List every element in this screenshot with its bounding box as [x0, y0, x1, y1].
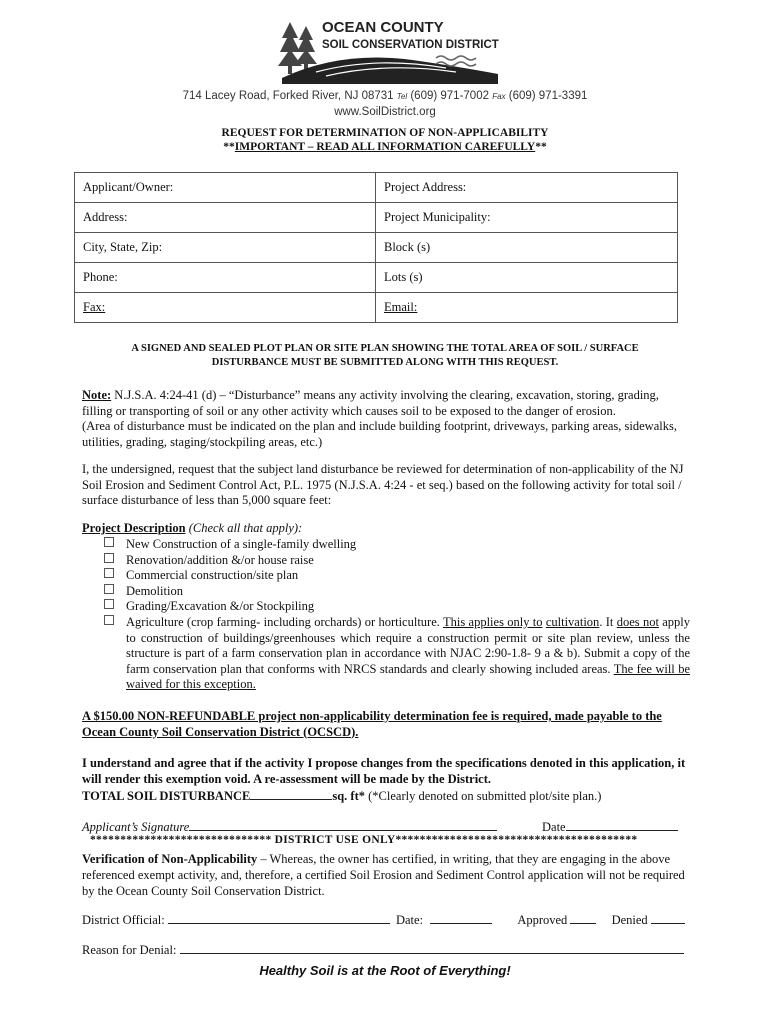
checkbox[interactable] — [104, 537, 114, 547]
official-input[interactable] — [168, 911, 390, 924]
table-row — [75, 233, 678, 263]
total-unit: sq. ft* — [332, 789, 366, 803]
approved-input[interactable] — [570, 911, 596, 924]
table-row — [75, 173, 678, 203]
plot-plan-notice: A SIGNED AND SEALED PLOT PLAN OR SITE PLAN SHOWING THE TOTAL AREA OF SOIL / SURFACE DISTURBANCE MUST BE SUBMITTED ALONG WITH THIS REQUEST. — [131, 343, 639, 368]
date-label: Date — [542, 820, 566, 834]
checkbox[interactable] — [104, 553, 114, 563]
list-item: Demolition — [104, 584, 690, 600]
tel-label: Tel — [396, 92, 408, 101]
project-description-heading — [82, 521, 688, 537]
project-description-label: Project Description — [82, 521, 186, 535]
checkbox[interactable] — [104, 568, 114, 578]
logo-title-line1: OCEAN COUNTY — [322, 19, 444, 36]
note-text: N.J.S.A. 4:24-41 (d) – “Disturbance” means any activity involving the clearing, excavation, storing, grading, filling or transporting of soil or any other activity which causes soil to be exposed to the danger of erosion. — [82, 388, 659, 418]
signature-label: Applicant’s Signature — [82, 820, 190, 834]
lots-field[interactable]: Lots (s) — [376, 263, 678, 293]
verification-text: – Whereas, the owner has certified, in writing, that they are engaging in the above referenced exempt activity, and, therefore, a certified Soil Erosion and Sediment Control application will not be required by the Ocean County Soil Conservation District. — [82, 852, 685, 898]
denial-reason-input[interactable] — [180, 941, 684, 954]
form-title: REQUEST FOR DETERMINATION OF NON-APPLICABILITY — [221, 127, 549, 139]
signature-row — [82, 818, 688, 835]
project-description-hint: (Check all that apply): — [185, 521, 303, 535]
disturbance-note — [82, 388, 688, 450]
signature-input[interactable] — [189, 818, 497, 831]
list-item: Grading/Excavation &/or Stockpiling — [104, 599, 690, 615]
block-field[interactable]: Block (s) — [376, 233, 678, 263]
checkbox[interactable] — [104, 584, 114, 594]
district-use-banner: ****************************** DISTRICT USE ONLY**************************************** — [90, 834, 638, 846]
note-label: Note: — [82, 388, 112, 402]
fax-number: (609) 971-3391 — [508, 90, 588, 102]
list-item: New Construction of a single-family dwelling — [104, 537, 690, 553]
checkbox[interactable] — [104, 615, 114, 625]
website: www.SoilDistrict.org — [334, 106, 436, 118]
official-date-label: Date: — [395, 913, 424, 927]
total-label: TOTAL SOIL DISTURBANCE — [82, 789, 251, 803]
verification-label: Verification of Non-Applicability — [82, 852, 258, 866]
list-item: Commercial construction/site plan — [104, 568, 690, 584]
table-row — [75, 293, 678, 323]
district-official-row — [82, 911, 688, 928]
denied-label: Denied — [611, 913, 648, 927]
tel-number: (609) 971-7002 — [410, 90, 489, 102]
street-address: 714 Lacey Road, Forked River, NJ 08731 — [182, 90, 394, 102]
total-note: (*Clearly denoted on submitted plot/site plan.) — [365, 789, 602, 803]
fax-label: Fax — [492, 92, 506, 101]
fax-field[interactable]: Fax: — [75, 293, 376, 323]
approved-label: Approved — [517, 913, 568, 927]
verification-statement — [82, 851, 688, 899]
phone-field[interactable]: Phone: — [75, 263, 376, 293]
form-subtitle: **IMPORTANT – READ ALL INFORMATION CAREFULLY** — [223, 141, 547, 153]
activity-checklist — [104, 537, 690, 693]
list-item-agriculture: Agriculture (crop farming- including orchards) or horticulture. This applies only to cultivation. It does not apply to construction of buildings/greenhouses which require a construction permit or site plan review, unless the structure is part of a farm conservation plan in accordance with NJAC 2:90-1.8- 9 a & b). Submit a copy of the farm conservation plan that conforms with NRCS standards and clearly showing included areas. The fee will be waived for this exception. — [104, 615, 690, 693]
official-label: District Official: — [82, 913, 165, 927]
address-field[interactable]: Address: — [75, 203, 376, 233]
agreement-statement: I understand and agree that if the activity I propose changes from the specifications denoted in this application, it will render this exemption void. A re-assessment will be made by the District. — [82, 756, 686, 786]
total-soil-disturbance — [82, 787, 601, 804]
applicant-owner-field[interactable]: Applicant/Owner: — [75, 173, 376, 203]
district-logo — [276, 12, 500, 84]
applicant-info-table — [74, 172, 678, 323]
fee-notice: A $150.00 NON-REFUNDABLE project non-applicability determination fee is required, made payable to the Ocean County Soil Conservation District (OCSCD). — [82, 709, 662, 739]
list-item: Renovation/addition &/or house raise — [104, 553, 690, 569]
signature-date-input[interactable] — [566, 818, 678, 831]
request-statement: I, the undersigned, request that the subject land disturbance be reviewed for determination of non-applicability of the NJ Soil Erosion and Sediment Control Act, P.L. 1975 (N.J.S.A. 4:24 - et seq.) based on the following activity for total soil / surface disturbance of less than 5,000 square feet: — [82, 462, 684, 508]
city-state-zip-field[interactable]: City, State, Zip: — [75, 233, 376, 263]
table-row — [75, 263, 678, 293]
project-address-field[interactable]: Project Address: — [376, 173, 678, 203]
email-field[interactable]: Email: — [376, 293, 678, 323]
denial-label: Reason for Denial: — [82, 943, 177, 957]
note-text-2: (Area of disturbance must be indicated on the plan and include building footprint, driveways, parking areas, sidewalks, utilities, grading, staging/stockpiling areas, etc.) — [82, 419, 677, 449]
total-disturbance-input[interactable] — [250, 787, 332, 800]
logo-title-line2: SOIL CONSERVATION DISTRICT — [322, 39, 499, 51]
project-municipality-field[interactable]: Project Municipality: — [376, 203, 678, 233]
address-line — [0, 90, 770, 102]
footer-slogan: Healthy Soil is at the Root of Everything! — [259, 963, 511, 978]
checkbox[interactable] — [104, 599, 114, 609]
table-row — [75, 203, 678, 233]
denial-reason-row — [82, 941, 688, 958]
official-date-input[interactable] — [430, 911, 492, 924]
denied-input[interactable] — [651, 911, 685, 924]
